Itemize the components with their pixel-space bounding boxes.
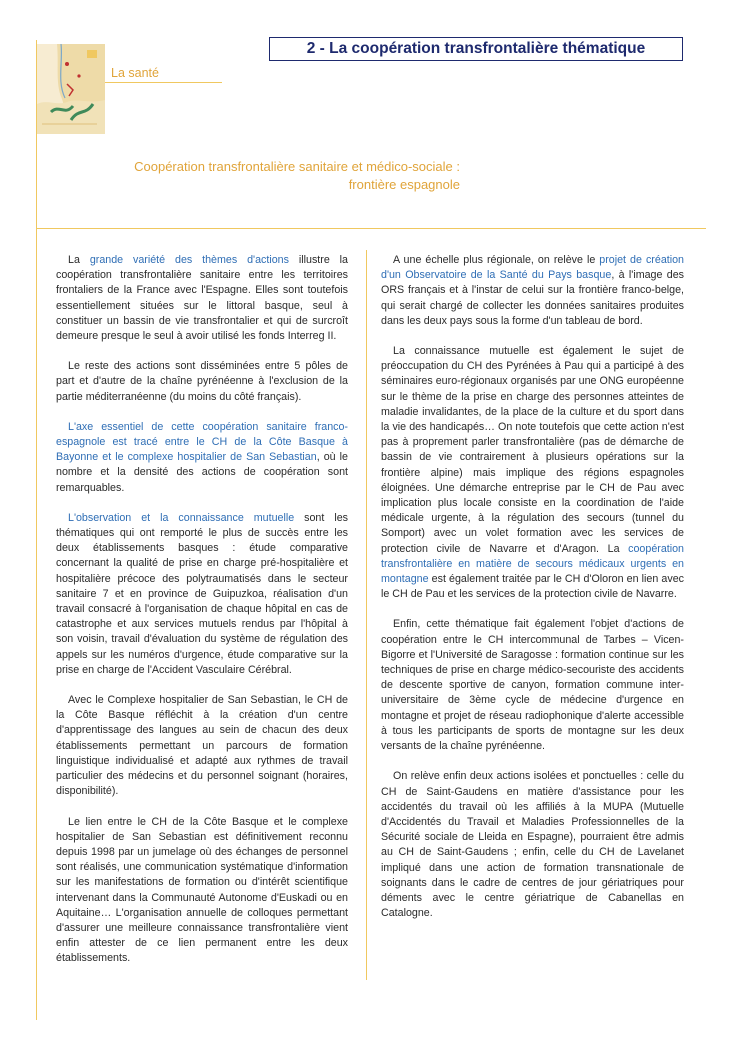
highlight-text: L'axe essentiel de cette coopération sanitaire franco-espagnole est tracé entre le CH de la Côte Basque à Bayonne et le complexe hospitalier de San Sebastian	[56, 420, 348, 464]
paragraph: On relève enfin deux actions isolées et ponctuelles : celle du CH de Saint-Gaudens en matière d'assistance pour les accidentés du travail où les affiliés à la MUPA (Mutuelle d'Accidentés du Travail et Maladies Professionnelles de la Sécurité sociale de Lleida en Espagne), pourraient être admis au CH de Saint-Gaudens ; enfin, celle du CH de Lavelanet impliqué dans une action de formation transnationale de soignants dans le cadre de centres de jour gériatriques pour déments avec le centre gériatrique de Cabanellas en Catalogne.	[381, 770, 684, 920]
page-subtitle	[100, 158, 460, 194]
subtitle-line-2: frontière espagnole	[348, 177, 460, 192]
margin-rule-vertical	[36, 40, 37, 1020]
paragraph: La grande variété des thèmes d'actions illustre la coopération transfrontalière sanitaire entre les territoires frontaliers de la France avec l'Espagne. Elles sont toutefois essentiellement situées sur le littoral basque, seul à constituer un bassin de vie transfrontalier et qui de surcroît demeure presque le seul à avoir utilisé les fonds Interreg II.	[56, 254, 349, 343]
section-rule	[36, 228, 706, 229]
highlight-text: L'observation et la connaissance mutuelle	[68, 511, 295, 524]
paragraph: Le reste des actions sont disséminées entre 5 pôles de part et d'autre de la chaîne pyrénéenne à l'exclusion de la partie méditerranéenne (du moins du côté français).	[56, 360, 348, 403]
paragraph: L'observation et la connaissance mutuelle sont les thématiques qui ont remporté le plus de succès entre les deux établissements basques : étude comparative concernant la qualité de prise en charge pré-hospitalière et hospitalière précoce des polytraumatisés dans le secteur sanitaire 7 et en province de Guipuzkoa, réalisation d'un travail consacré à l'organisation de chaque hôpital en cas de catastrophe et aux services mutuels rendus par l'hôpital à son voisin, travail d'évaluation du système de régulation des appels sur les numéros d'urgence, étude comparative sur la prise en charge de l'Accident Vasculaire Cérébral.	[56, 511, 348, 676]
highlight-text: coopération transfrontalière en matière de secours médicaux urgents en montagne	[381, 542, 684, 586]
paragraph: Le lien entre le CH de la Côte Basque et le complexe hospitalier de San Sebastian est définitivement reconnu depuis 1998 par un jumelage où des échanges de personnel sont réalisés, une communication systématique d'information sur les manifestations de formation ou d'intérêt scientifique intervenant dans la Communauté Autonome d'Euskadi ou en Aquitaine… L'organisation annuelle de colloques permettant d'assurer une meilleure connaissance transfrontalière vient enfin attester de ce lien permanent entre les deux établissements.	[56, 815, 348, 965]
paragraph: A une échelle plus régionale, on relève le projet de création d'un Observatoire de la Santé du Pays basque, à l'image des ORS français et à l'instar de celui sur la frontière franco-belge, qui serait chargé de collecter les données sanitaires produites dans les deux pays sous la forme d'un tableau de bord.	[381, 254, 685, 327]
chapter-title: 2 - La coopération transfrontalière thématique	[269, 37, 683, 61]
map-thumbnail-image	[37, 44, 105, 134]
paragraph: Avec le Complexe hospitalier de San Sebastian, le CH de la Côte Basque réfléchit à la création d'un centre d'apprentissage des langues au sein de chacun des deux établissements permettant un parcours de formation linguistique individualisé et adapté aux rythmes de travail particulier des médecins et du personnel soignant (horaires, disponibilité).	[56, 694, 348, 798]
left-column	[56, 253, 348, 982]
highlight-text: grande variété des thèmes d'actions	[89, 254, 289, 266]
column-divider	[366, 250, 367, 980]
subtitle-line-1: Coopération transfrontalière sanitaire et médico-sociale :	[134, 159, 460, 174]
paragraph: La connaissance mutuelle est également le sujet de préoccupation du CH des Pyrénées à Pau qui a participé à des séminaires euro-régionaux organisés par une ONG européenne sur le thème de la prise en charge des personnes atteintes de maladie invalidantes, de la place de la culture et du sport dans la vie des handicapés… On note toutefois que cette action n'est pas à proprement parler transfrontalière (pas de démarche de bassin de vie contrairement à plusieurs opérations sur la frontière alpine) mais implique des régions espagnoles éloignées. Une démarche entreprise par le CH de Pau avec implication plus locale consiste en la coordination de l'aide médicale urgente, à la régulation des secours (tunnel du Somport) avec un volet formation avec les services de protection civile de Navarre et d'Aragon. La coopération transfrontalière en matière de secours médicaux urgents en montagne est également traitée par le CH d'Oloron en lien avec le CH de Pau et les services de la protection civile de Navarre.	[381, 345, 684, 601]
paragraph: L'axe essentiel de cette coopération sanitaire franco-espagnole est tracé entre le CH de la Côte Basque à Bayonne et le complexe hospitalier de San Sebastian, où le nombre et la densité des actions de coopération sont remarquables.	[56, 420, 348, 494]
highlight-text: projet de création d'un Observatoire de la Santé du Pays basque	[381, 254, 684, 282]
right-column	[381, 253, 684, 936]
section-label: La santé	[111, 66, 159, 80]
paragraph: Enfin, cette thématique fait également l'objet d'actions de coopération entre le CH intercommunal de Tarbes – Vicen-Bigorre et l'Université de Saragosse : formation continue sur les techniques de prise en charge médico-secouriste des accidents de descente sportive de canyon, formation commune inter-universitaire de 3ème cycle de médecine d'urgence en montagne et projet de réseau radiophonique d'alerte accessible à tous les participants de sports de montagne sur les deux versants de la chaîne pyrénéenne.	[381, 618, 684, 753]
